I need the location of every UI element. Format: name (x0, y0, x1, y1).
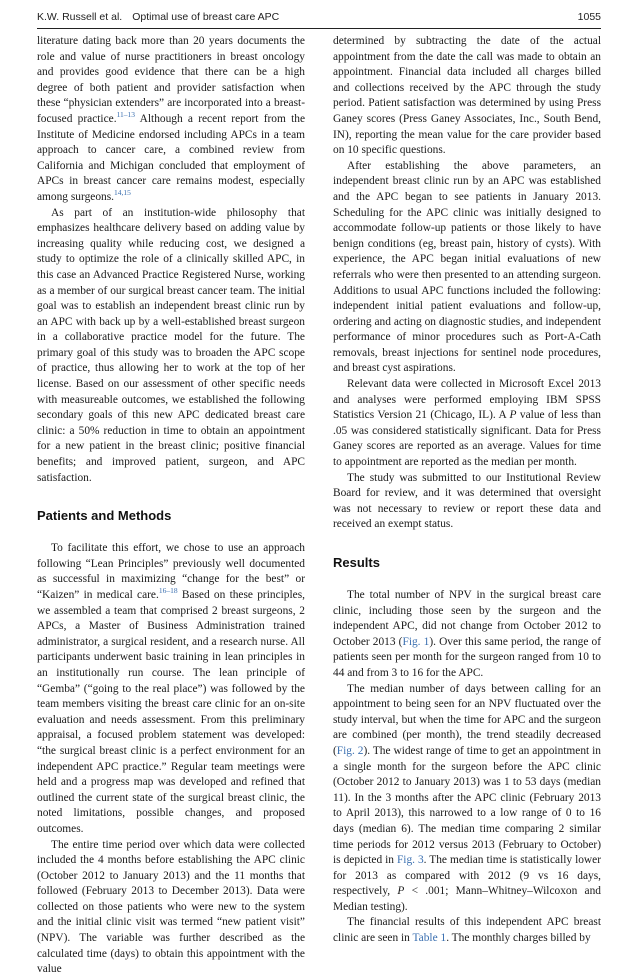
paragraph-apc-clinic: After establishing the above parameters, an independent breast clinic run by an APC was established and the APC began to see patients in January 2013. Scheduling for the APC clinic was initially designed to accommodate follow-up patients or those likely to have benign conditions (eg, breast pain, history of cysts). With experience, the APC began initial evaluations of new referrals who were then presented to an attending surgeon. Additions to usual APC functions included the following: independent initial patient evaluations and follow-up, ordering and acting on diagnostic studies, and independent performance of minor procedures such as Port-A-Cath removals, breast injections for sentinel node procedures, and breast cyst aspirations. (333, 159, 601, 375)
text-run: Relevant data were collected in Microsoft Excel 2013 and analyses were performed employing IBM SPSS Statistics Version 21 (Chicago, IL). A (333, 378, 601, 422)
text-run: To facilitate this effort, we chose to use an approach following “Lean Principles” previously well documented as successful in maximizing “change for the best” or “Kaizen” in medical care. (37, 542, 305, 601)
paragraph-lean-principles (37, 541, 305, 837)
paragraph-npv-total (333, 588, 601, 682)
paragraph-statistics (333, 377, 601, 471)
text-run: < .001; Mann–Whitney–Wilcoxon and Median testing). (333, 885, 601, 913)
paragraph-data-collection: The entire time period over which data were collected included the 4 months before establishing the APC clinic (October 2012 to January 2013) and the 11 months that followed (February 2013 to December 2013). Data were collected on those patients who were new to the system and the initial clinic visit was termed “new patient visit” (NPV). The variable was further described as the calculated time (days) to obtain this appointment with the value (37, 838, 305, 976)
text-run: ). Over this same period, the range of patients seen per month for the surgeon ranged from 10 to 44 and from 3 to 16 for the APC. (333, 635, 601, 679)
text-run: The total number of NPV in the surgical breast care clinic, including those seen by the surgeon and the independent APC, did not change from October 2012 to October 2013 ( (333, 589, 601, 648)
paragraph-appointment-calc: determined by subtracting the date of the actual appointment from the date the call was made to obtain an appointment. Financial data included all charges billed and collections received by the APC through the study period. Patient satisfaction was determined by using Press Ganey scores (Press Ganey Associates, Inc., South Bend, IN), reporting the mean value for the care provider based on 10 specific questions. (333, 35, 601, 157)
figure-1-link[interactable]: Fig. 1 (402, 635, 430, 648)
paragraph-median-days (333, 682, 601, 916)
text-run: . The median time is statistically lower for 2013 as compared with 2012 (9 vs 16 days, respectively, (333, 854, 602, 898)
section-heading-methods: Patients and Methods (37, 508, 172, 524)
citation-link[interactable]: 14,15 (114, 188, 131, 198)
text-run: ). The widest range of time to get an appointment in a single month for the surgeon before the APC clinic (October 2012 to January 2013) was 1 to 53 days (median 11). In the 3 months after the APC clinic (February 2013 to April 2013), this narrowed to a low range of 0 to 16 days (median 6). The median time comparing 2 similar time periods for 2012 versus 2013 (February to October) is depicted in (333, 744, 601, 867)
paragraph-financial (333, 915, 601, 946)
left-column (37, 34, 305, 978)
text-run: value of less than .05 was considered statistically significant. Data for Press Ganey scores are reported as an average. Values for time to appointment are reported as the median per month. (333, 409, 601, 469)
header-title: Optimal use of breast care APC (132, 11, 280, 23)
citation-link[interactable]: 16–18 (158, 586, 178, 596)
paragraph-study-goals: As part of an institution-wide philosophy that emphasizes healthcare delivery based on adding value by increasing quality while reducing cost, we designed a study to optimize the role of a clinically skilled APC, in this case an Advanced Practice Registered Nurse, working as a member of our surgical breast cancer team. The initial goal was to establish an independent breast clinic run by an APC with back up by a well-established breast surgeon in a collaborative practice model for the future. The primary goal of this study was to broaden the APC scope of practice, thus allowing her to work at the top of her license. Based on our assessment of other specific needs with measureable outcomes, we established the following secondary goals of this new APC dedicated breast care clinic: a 50% reduction in time to obtain an appointment for a new patient in the breast clinic; positive financial benefits; and improved patient, surgeon, and APC satisfaction. (37, 206, 305, 484)
text-run: The financial results of this independent APC breast clinic are seen in (333, 916, 601, 945)
running-header (37, 9, 601, 27)
paragraph-intro-continued (37, 34, 305, 206)
header-rule (37, 28, 601, 29)
p-value-symbol: P (397, 885, 405, 898)
page-number: 1055 (577, 11, 601, 23)
citation-link[interactable]: 11–13 (116, 110, 136, 120)
text-run: Although a recent report from the Institute of Medicine endorsed including APCs in a team approach to cancer care, a combined review from California and Michigan concluded that employment of APCs in breast cancer care remains modest, especially among surgeons. (37, 112, 305, 203)
table-1-link[interactable]: Table 1 (412, 932, 447, 945)
header-authors: K.W. Russell et al. (37, 11, 123, 23)
p-value-symbol: P (509, 409, 517, 422)
text-run: Based on these principles, we assembled a team that comprised 2 breast surgeons, 2 APCs, a Master of Business Administration trained administrator, a surgical resident, and a research nurse. All participants underwent basic training in lean principles in an institutionally run course. The lean principle of “Gemba” (“going to the real place”) was followed by the team members visiting the breast care clinic for an on-site evaluation and needs assessment. From this preliminary appraisal, a focused problem statement was developed: “the surgical breast clinic is a perfect environment for an independent APC practice.” Regular team meetings were held and a progress map was developed and refined that outlined the current state of the surgical breast clinic, the noted limitations, possible changes, and proposed outcomes. (37, 589, 305, 835)
right-column (333, 34, 601, 947)
figure-3-link[interactable]: Fig. 3 (396, 854, 424, 867)
figure-2-link[interactable]: Fig. 2 (336, 744, 364, 757)
text-run: . The monthly charges billed by (446, 932, 591, 945)
section-heading-results: Results (333, 555, 380, 570)
running-header-left (37, 11, 279, 23)
paragraph-irb: The study was submitted to our Institutional Review Board for review, and it was determined that oversight was not necessary to review or report these data and received an exempt status. (333, 471, 601, 531)
text-run: The median number of days between calling for an appointment to being seen for an NPV fluctuated over the study interval, but when the time for APC and the surgeon are combined (per month), the trend steadily decreased ( (333, 682, 601, 757)
text-run: literature dating back more than 20 years documents the role and value of nurse practitioners in breast oncology and provides good evidence that there can be a high degree of both patient and provider satisfaction when these “physician extenders” are incorporated into a breast-focused practice. (37, 35, 305, 125)
